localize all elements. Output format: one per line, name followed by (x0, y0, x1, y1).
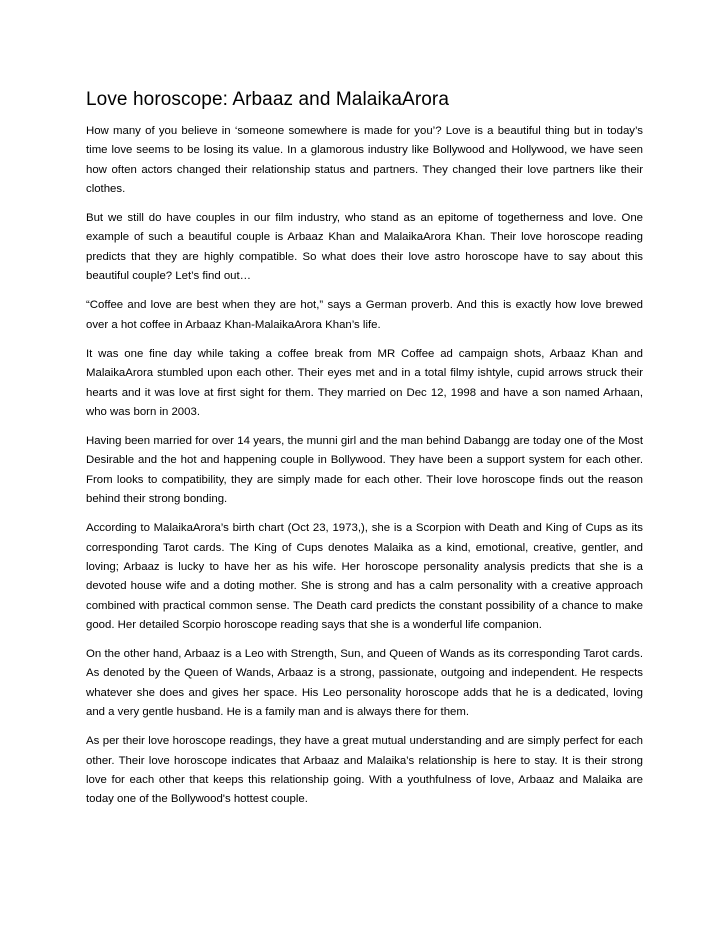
paragraph-2: But we still do have couples in our film industry, who stand as an epitome of togetherness and love. One example of such a beautiful couple is Arbaaz Khan and MalaikaArora Khan. Their love horoscope reading predicts that they are highly compatible. So what does their love astro horoscope have to say about this beautiful couple? Let’s find out… (86, 212, 643, 283)
paragraph-4: It was one fine day while taking a coffee break from MR Coffee ad campaign shots, Arbaaz Khan and MalaikaArora stumbled upon each other. Their eyes met and in a total filmy ishtyle, cupid arrows struck their hearts and it was love at first sight for them. They married on Dec 12, 1998 and have a son named Arhaan, who was born in 2003. (86, 347, 643, 418)
paragraph-1: How many of you believe in ‘someone somewhere is made for you’? Love is a beautiful thing but in today’s time love seems to be losing its value. In a glamorous industry like Bollywood and Hollywood, we have seen how often actors changed their relationship status and partners. They changed their love partners like their clothes. (86, 125, 643, 195)
paragraph-8: As per their love horoscope readings, they have a great mutual understanding and are simply perfect for each other. Their love horoscope indicates that Arbaaz and Malaika’s relationship is here to stay. It is their strong love for each other that keeps this relationship going. With a youthfulness of love, Arbaaz and Malaika are today one of the Bollywood's hottest couple. (86, 735, 643, 806)
paragraph-5: Having been married for over 14 years, the munni girl and the man behind Dabangg are today one of the Most Desirable and the hot and happening couple in Bollywood. They have been a support system for each other. From looks to compatibility, they are simply made for each other. Their love horoscope finds out the reason behind their strong bonding. (86, 435, 643, 506)
paragraph-3: “Coffee and love are best when they are hot,” says a German proverb. And this is exactly how love brewed over a hot coffee in Arbaaz Khan-MalaikaArora Khan’s life. (86, 299, 643, 331)
paragraph-7: On the other hand, Arbaaz is a Leo with Strength, Sun, and Queen of Wands as its corresponding Tarot cards. As denoted by the Queen of Wands, Arbaaz is a strong, passionate, outgoing and independent. He respects whatever she does and gives her space. His Leo personality horoscope adds that he is a dedicated, loving and a very gentle husband. He is a family man and is always there for them. (86, 648, 643, 719)
document-title: Love horoscope: Arbaaz and MalaikaArora (86, 89, 450, 110)
document-page (86, 88, 643, 820)
paragraph-6: According to MalaikaArora’s birth chart (Oct 23, 1973,), she is a Scorpion with Death and King of Cups as its corresponding Tarot cards. The King of Cups denotes Malaika as a kind, emotional, creative, gentler, and loving; Arbaaz is lucky to have her as his wife. Her horoscope personality analysis predicts that she is a devoted house wife and a doting mother. She is strong and has a calm personality with a creative approach combined with practical common sense. The Death card predicts the constant possibility of a chance to make good. Her detailed Scorpio horoscope reading says that she is a wonderful life companion. (86, 522, 643, 631)
